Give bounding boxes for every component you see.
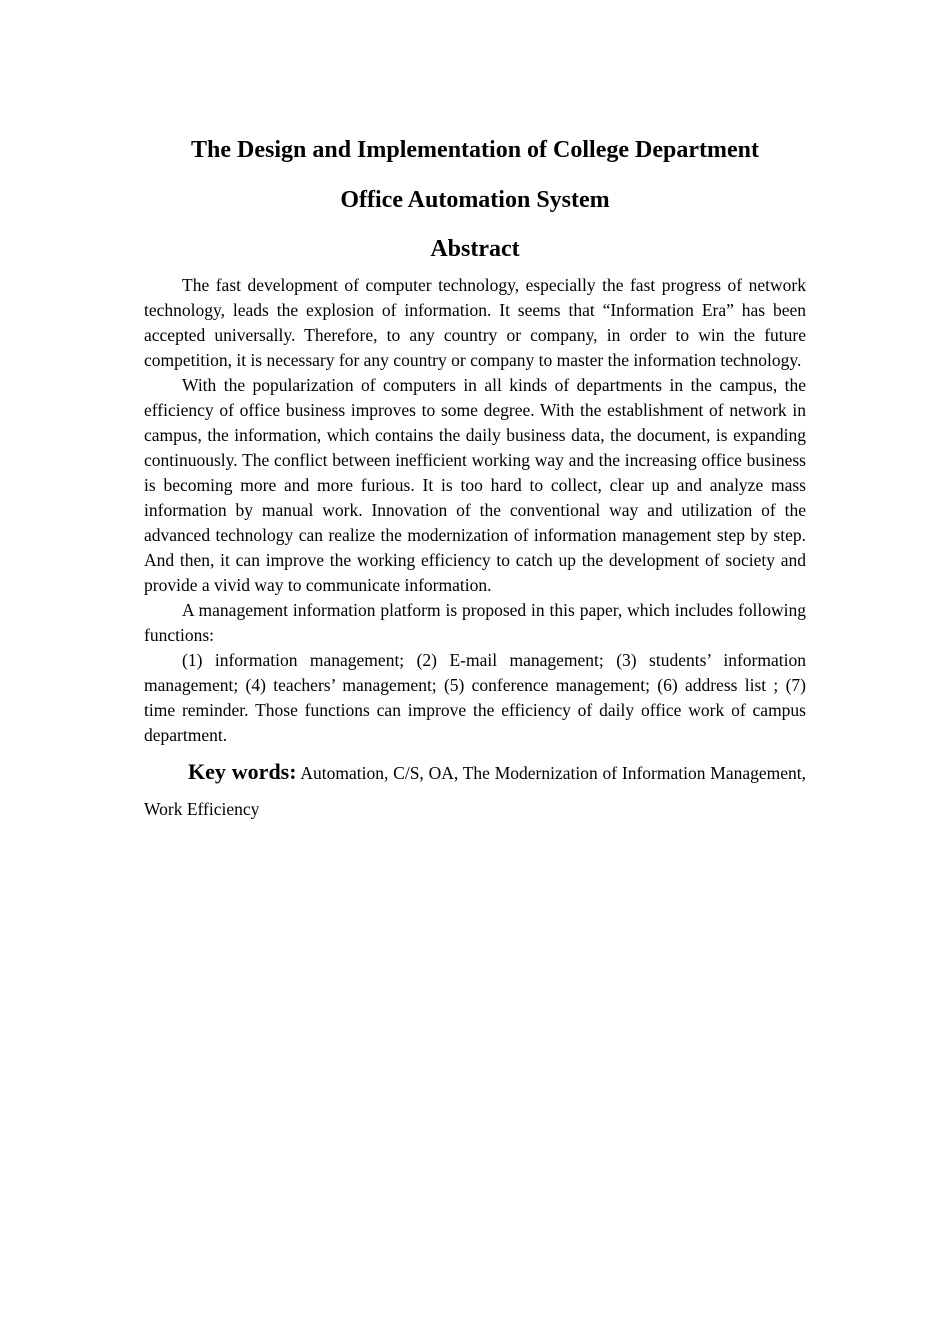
title-line-1: The Design and Implementation of College Department xyxy=(191,137,759,163)
keywords xyxy=(144,754,806,827)
abstract-paragraph-2: With the popularization of computers in all kinds of departments in the campus, the efficiency of office business improves to some degree. With the establishment of network in campus, the information, which contains the daily business data, the document, is expanding continuously. The conflict between inefficient working way and the increasing office business is becoming more and more furious. It is too hard to collect, clear up and analyze mass information by manual work. Innovation of the conventional way and utilization of the advanced technology can realize the modernization of information management step by step. And then, it can improve the working efficiency to catch up the development of society and provide a vivid way to communicate information. xyxy=(144,375,806,595)
abstract-paragraph-1: The fast development of computer technology, especially the fast progress of network technology, leads the explosion of information. It seems that “Information Era” has been accepted universally. Therefore, to any country or company, in order to win the future competition, it is necessary for any country or company to master the information technology. xyxy=(144,275,806,370)
abstract-heading: Abstract xyxy=(430,236,520,262)
abstract-paragraph-4: (1) information management; (2) E-mail management; (3) students’ information management; (4) teachers’ management; (5) conference management; (6) address list ; (7) time reminder. Those functions can improve the efficiency of daily office work of campus department. xyxy=(144,650,806,745)
keywords-text: Automation, C/S, OA, The Modernization of Information Management, Work Efficiency xyxy=(144,763,806,819)
keywords-label: Key words: xyxy=(188,759,297,784)
abstract-paragraph-3: A management information platform is proposed in this paper, which includes following functions: xyxy=(144,600,806,645)
title-line-2: Office Automation System xyxy=(340,187,610,213)
document-page xyxy=(144,0,806,827)
